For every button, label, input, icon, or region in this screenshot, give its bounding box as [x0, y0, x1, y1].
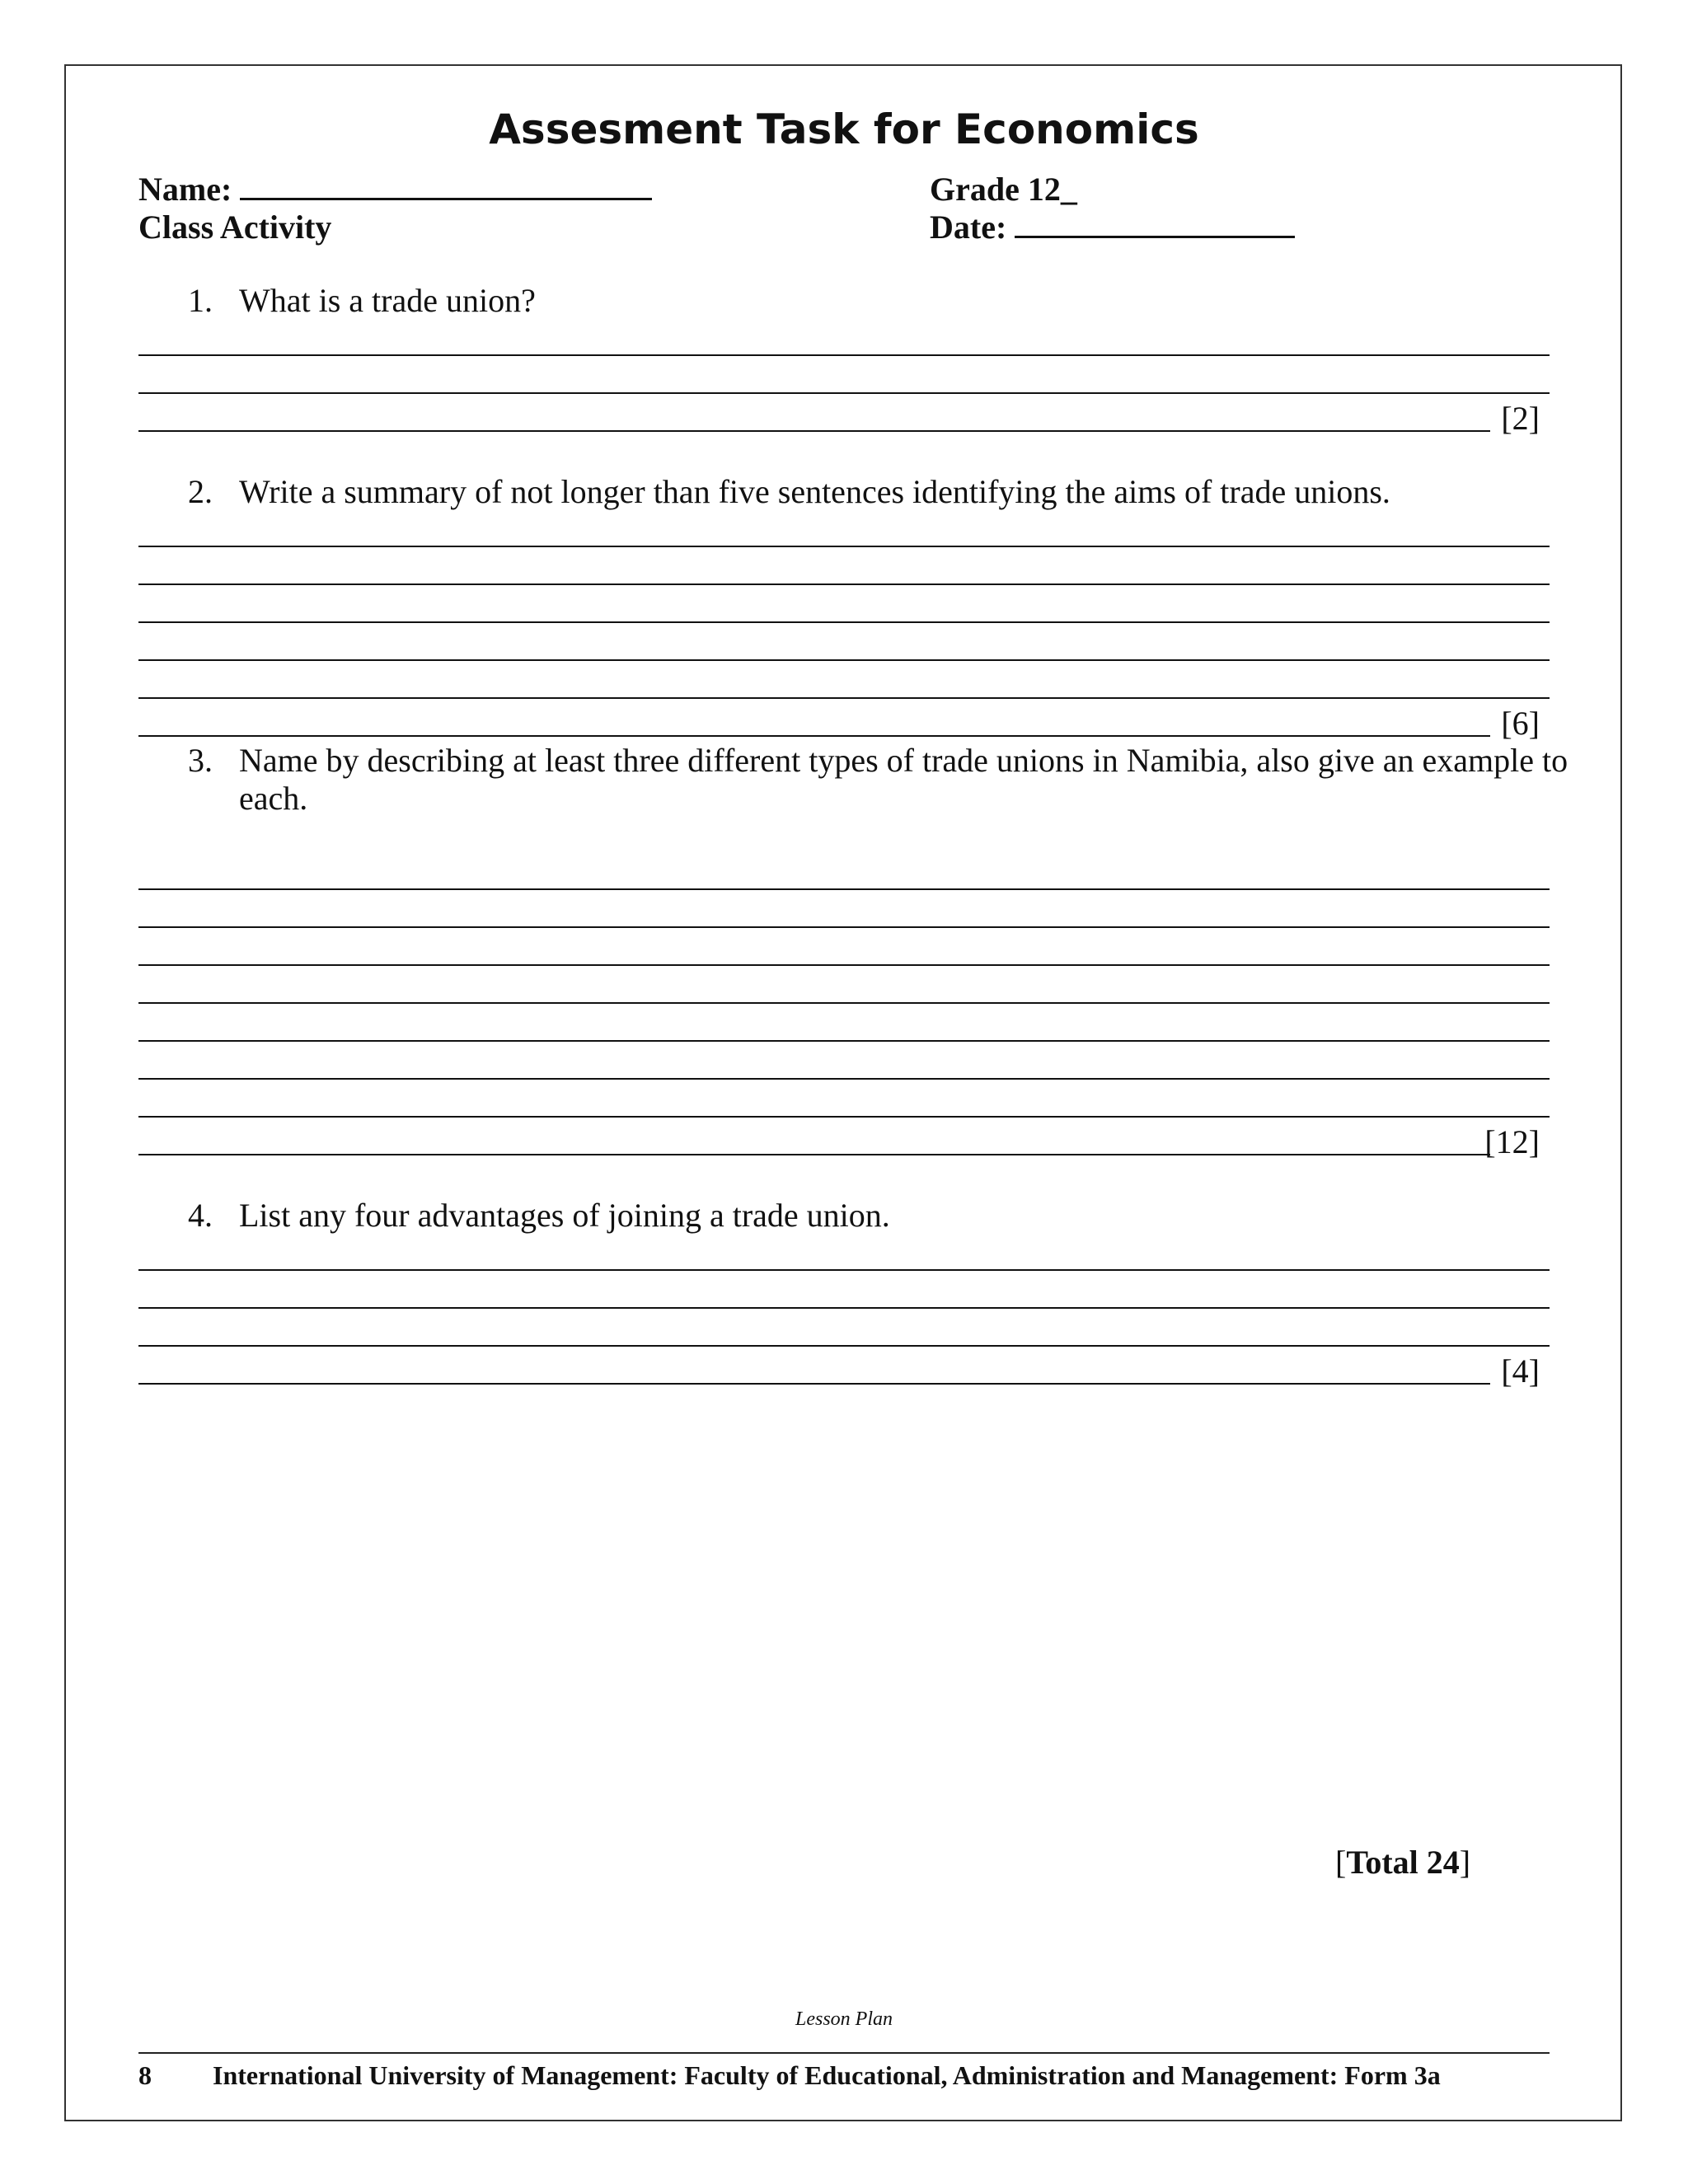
answer-line[interactable] [138, 392, 1550, 394]
answer-line[interactable] [138, 354, 1550, 356]
question-text: What is a trade union? [239, 282, 536, 319]
class-activity-label: Class Activity [138, 209, 332, 246]
question-marks: [2] [1501, 400, 1540, 437]
footer-institution: International University of Management: Faculty of Educational, Administration and Management: Form 3a [213, 2060, 1441, 2090]
question-3 [188, 742, 1599, 818]
answer-line[interactable] [138, 1002, 1550, 1004]
answer-line[interactable] [138, 430, 1490, 432]
name-blank[interactable] [240, 198, 652, 200]
question-marks: [4] [1501, 1352, 1540, 1390]
running-title: Lesson Plan [795, 2008, 893, 2030]
page-number: 8 [138, 2060, 152, 2090]
question-number: 3. [188, 742, 213, 779]
date-label: Date: [930, 209, 1007, 246]
answer-line[interactable] [138, 964, 1550, 966]
name-label: Name: [138, 171, 232, 208]
answer-line[interactable] [138, 697, 1550, 699]
question-1 [188, 282, 1599, 320]
question-marks: [12] [1484, 1123, 1540, 1160]
footer-divider [138, 2052, 1550, 2054]
answer-line[interactable] [138, 621, 1550, 623]
total-marks [1335, 1843, 1470, 1882]
page-border [64, 64, 1622, 2121]
question-marks: [6] [1501, 705, 1540, 742]
total-open-bracket: [ [1335, 1844, 1347, 1881]
question-text: Name by describing at least three different types of trade unions in Namibia, also give an example to each. [239, 742, 1568, 817]
answer-line[interactable] [138, 1040, 1550, 1042]
date-field[interactable] [930, 211, 1295, 244]
question-text: Write a summary of not longer than five sentences identifying the aims of trade unions. [239, 473, 1390, 510]
question-number: 2. [188, 473, 213, 510]
document-title: Assesment Task for Economics [489, 105, 1199, 153]
answer-line[interactable] [138, 583, 1550, 585]
answer-line[interactable] [138, 1116, 1550, 1118]
question-text: List any four advantages of joining a trade union. [239, 1197, 890, 1234]
grade-label: Grade 12_ [930, 171, 1077, 208]
answer-line[interactable] [138, 546, 1550, 547]
name-field[interactable] [138, 173, 652, 206]
answer-line[interactable] [138, 735, 1490, 737]
total-label: Total 24 [1346, 1844, 1460, 1881]
answer-line[interactable] [138, 1269, 1550, 1271]
question-number: 4. [188, 1197, 213, 1234]
answer-line[interactable] [138, 1383, 1490, 1385]
answer-line[interactable] [138, 888, 1550, 890]
answer-line[interactable] [138, 1307, 1550, 1309]
answer-line[interactable] [138, 926, 1550, 928]
total-close-bracket: ] [1459, 1844, 1471, 1881]
answer-line[interactable] [138, 1078, 1550, 1080]
answer-line[interactable] [138, 659, 1550, 661]
question-2 [188, 473, 1599, 511]
answer-line[interactable] [138, 1154, 1490, 1155]
date-blank[interactable] [1015, 236, 1295, 238]
question-number: 1. [188, 282, 213, 319]
question-4 [188, 1197, 1599, 1235]
answer-line[interactable] [138, 1345, 1550, 1347]
